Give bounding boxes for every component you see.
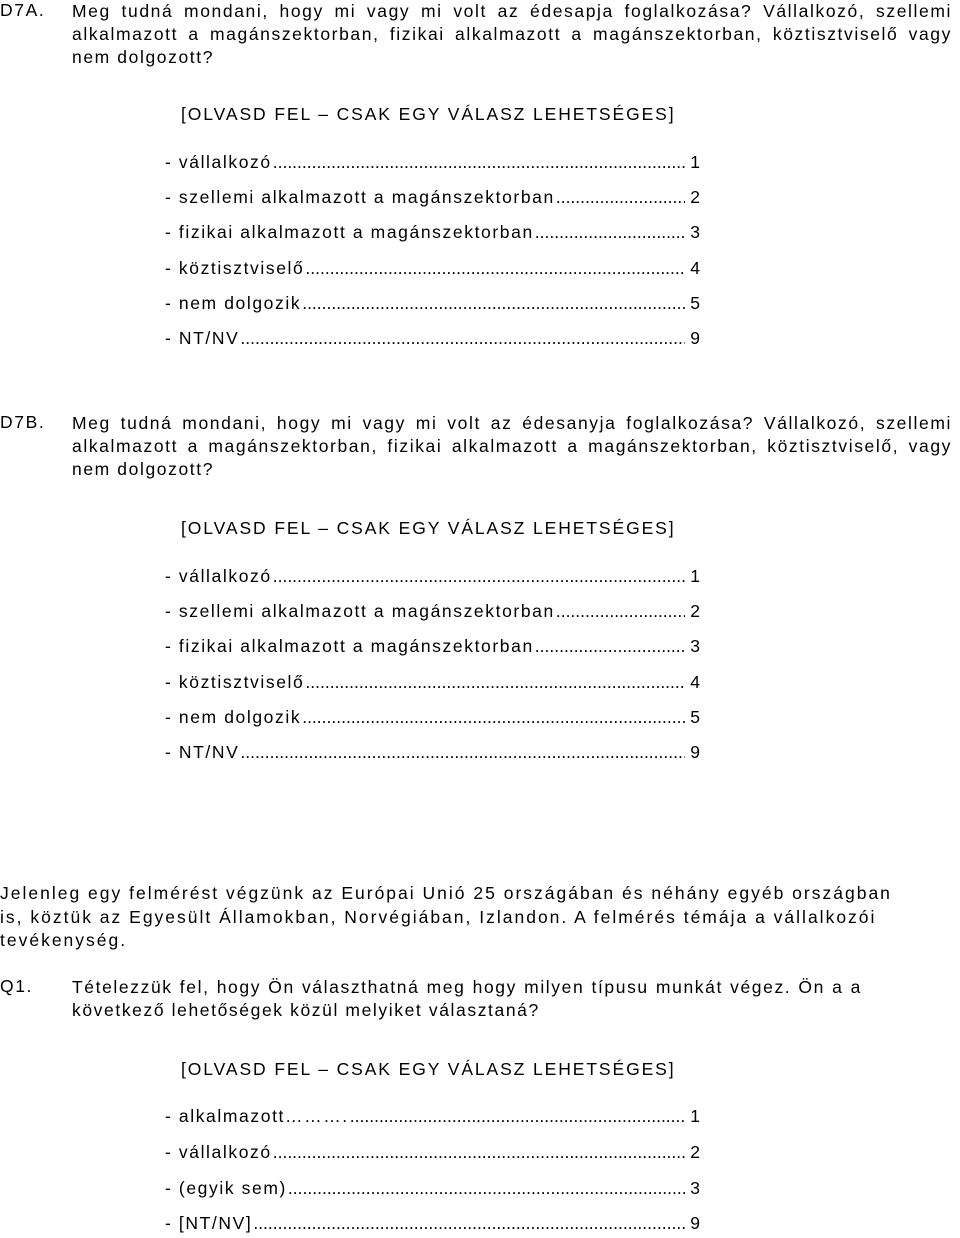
- option-label: - vállalkozó: [165, 152, 272, 172]
- option-code: 3: [690, 222, 700, 242]
- instruction: [OLVASD FEL – CSAK EGY VÁLASZ LEHETSÉGES]: [181, 1059, 676, 1079]
- leader-dots: [556, 187, 685, 208]
- leader-dots: [556, 601, 685, 622]
- leader-dots: [240, 742, 685, 763]
- leader-dots: [350, 1106, 685, 1127]
- answer-option: [165, 152, 700, 174]
- option-code: 5: [690, 707, 700, 727]
- option-code: 4: [690, 258, 700, 278]
- option-code: 2: [690, 601, 700, 621]
- instruction: [OLVASD FEL – CSAK EGY VÁLASZ LEHETSÉGES]: [181, 104, 676, 124]
- option-code: 9: [690, 1213, 700, 1233]
- option-code: 4: [690, 672, 700, 692]
- answer-option: [165, 1178, 700, 1200]
- option-label: - köztisztviselő: [165, 672, 305, 692]
- survey-intro-paragraph: Jelenleg egy felmérést végzünk az Európai Unió 25 országában és néhány egyéb országban is, köztük az Egyesült Államokban, Norvégiában, Izlandon. A felmérés témája a vállalkozói tevékenység.: [0, 883, 892, 950]
- option-label: - NT/NV: [165, 328, 240, 348]
- answer-option: [165, 636, 700, 658]
- option-code: 5: [690, 293, 700, 313]
- option-label: - nem dolgozik: [165, 707, 302, 727]
- answer-option: [165, 1213, 700, 1235]
- leader-dots: [273, 152, 685, 173]
- option-label: - [NT/NV]: [165, 1213, 253, 1233]
- leader-dots: [305, 672, 685, 693]
- leader-dots: [535, 636, 685, 657]
- option-label: - alkalmazott……….: [165, 1106, 349, 1126]
- instruction: [OLVASD FEL – CSAK EGY VÁLASZ LEHETSÉGES]: [181, 518, 676, 538]
- option-label: - (egyik sem): [165, 1178, 287, 1198]
- option-code: 9: [690, 742, 700, 762]
- answer-option: [165, 258, 700, 280]
- option-label: - szellemi alkalmazott a magánszektorban: [165, 601, 555, 621]
- question-number: D7A.: [0, 0, 46, 20]
- option-code: 2: [690, 187, 700, 207]
- leader-dots: [288, 1178, 685, 1199]
- option-code: 3: [690, 636, 700, 656]
- option-code: 1: [690, 1106, 700, 1126]
- leader-dots: [273, 566, 685, 587]
- option-label: - NT/NV: [165, 742, 240, 762]
- leader-dots: [253, 1213, 685, 1234]
- answer-option: [165, 601, 700, 623]
- question-text: Meg tudná mondani, hogy mi vagy mi volt az édesanyja foglalkozása? Vállalkozó, szellemi alkalmazott a magánszektorban, fizikai alkalmazott a magánszektorban, köztisztviselő, vagy nem dolgozott?: [72, 413, 952, 479]
- leader-dots: [240, 328, 685, 349]
- answer-option: [165, 742, 700, 764]
- leader-dots: [305, 258, 685, 279]
- leader-dots: [302, 293, 685, 314]
- option-label: - köztisztviselő: [165, 258, 305, 278]
- option-label: - vállalkozó: [165, 566, 272, 586]
- option-label: - nem dolgozik: [165, 293, 302, 313]
- answer-option: [165, 566, 700, 588]
- option-label: - vállalkozó: [165, 1142, 272, 1162]
- option-code: 3: [690, 1178, 700, 1198]
- answer-option: [165, 187, 700, 209]
- question-number: D7B.: [0, 412, 46, 432]
- option-code: 1: [690, 152, 700, 172]
- answer-option: [165, 1106, 700, 1128]
- leader-dots: [302, 707, 685, 728]
- answer-option: [165, 222, 700, 244]
- answer-option: [165, 328, 700, 350]
- answer-option: [165, 293, 700, 315]
- option-label: - fizikai alkalmazott a magánszektorban: [165, 636, 534, 656]
- option-code: 9: [690, 328, 700, 348]
- question-number: Q1.: [0, 976, 34, 996]
- answer-option: [165, 707, 700, 729]
- option-label: - fizikai alkalmazott a magánszektorban: [165, 222, 534, 242]
- option-code: 2: [690, 1142, 700, 1162]
- leader-dots: [535, 222, 685, 243]
- question-text: Meg tudná mondani, hogy mi vagy mi volt az édesapja foglalkozása? Vállalkozó, szellemi alkalmazott a magánszektorban, fizikai alkalmazott a magánszektorban, köztisztviselő vagy nem dolgozott?: [72, 1, 952, 67]
- answer-option: [165, 1142, 700, 1164]
- option-code: 1: [690, 566, 700, 586]
- answer-option: [165, 672, 700, 694]
- leader-dots: [273, 1142, 685, 1163]
- question-text: Tételezzük fel, hogy Ön választhatná meg hogy milyen típusu munkát végez. Ön a a következő lehetőségek közül melyiket választaná?: [72, 977, 862, 1020]
- option-label: - szellemi alkalmazott a magánszektorban: [165, 187, 555, 207]
